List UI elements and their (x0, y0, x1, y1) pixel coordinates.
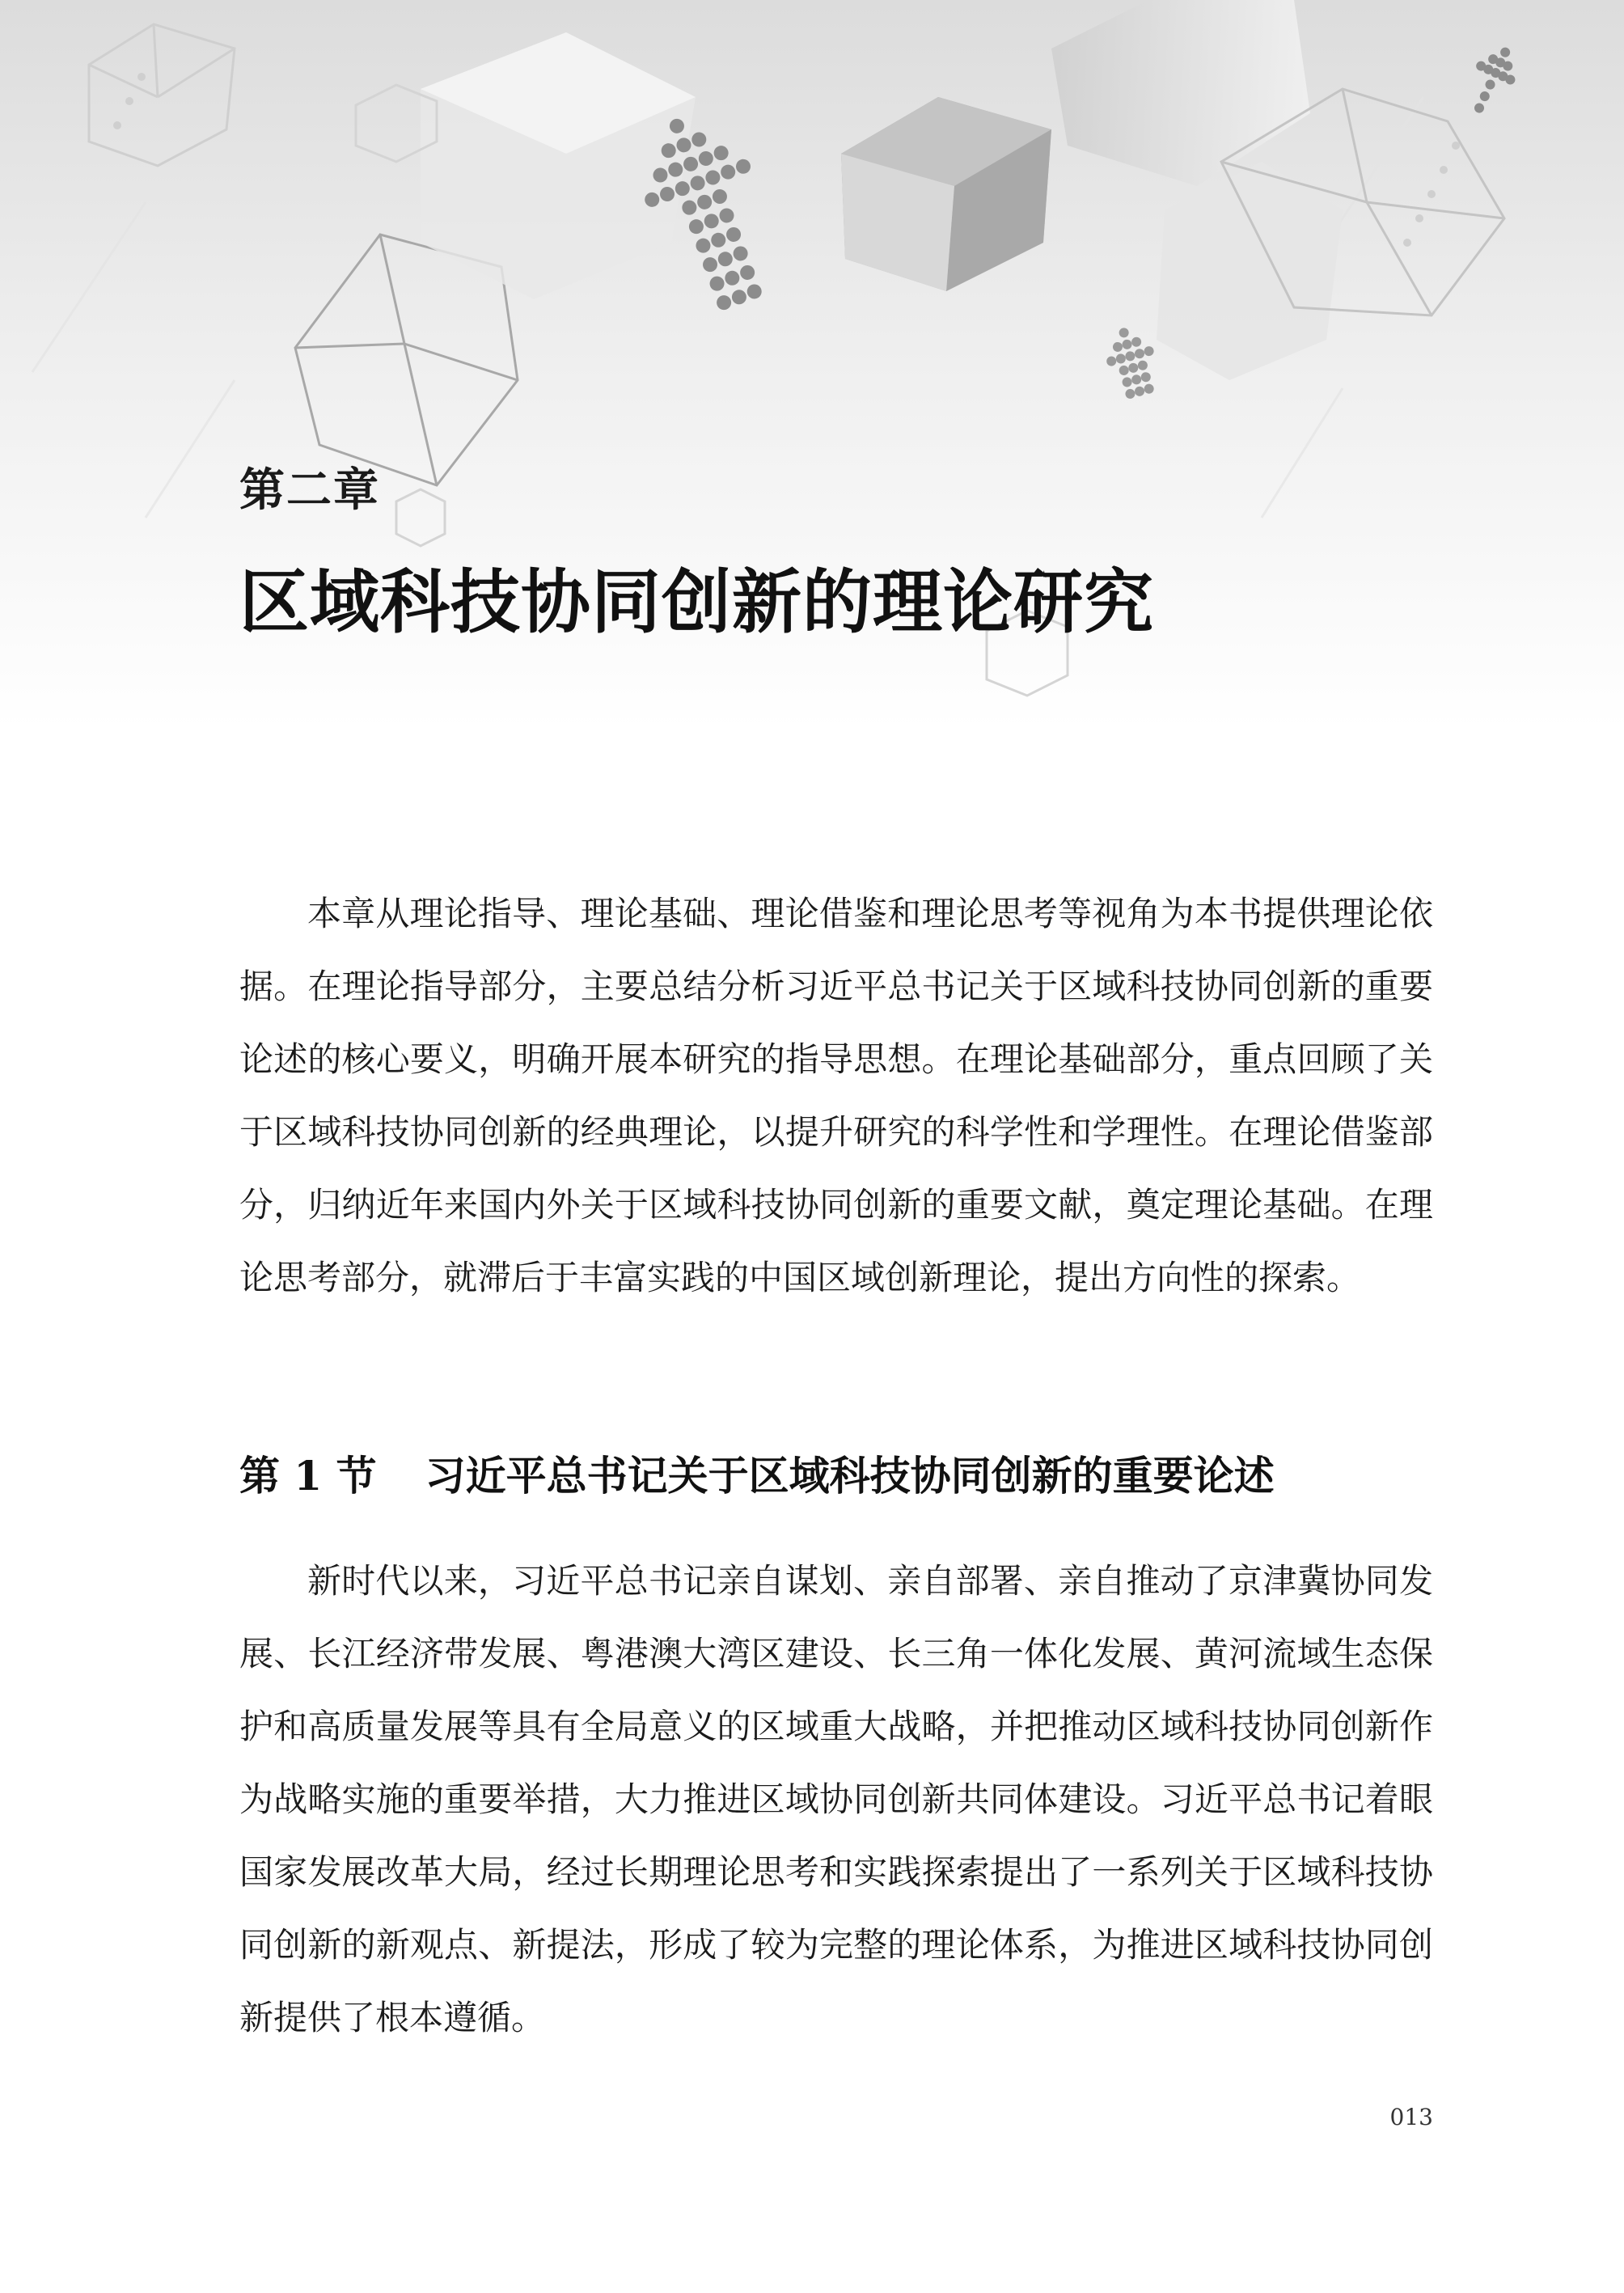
chapter-label: 第二章 (239, 463, 380, 517)
page-number: 013 (1389, 2104, 1433, 2130)
chapter-title: 区域科技协同创新的理论研究 (239, 561, 1154, 643)
section-number: 第 1 节 (239, 1452, 377, 1500)
section-title: 习近平总书记关于区域科技协同创新的重要论述 (425, 1452, 1275, 1500)
section-heading (239, 1448, 1275, 1504)
intro-paragraph: 本章从理论指导、理论基础、理论借鉴和理论思考等视角为本书提供理论依据。在理论指导部分，主要总结分析习近平总书记关于区域科技协同创新的重要论述的核心要义，明确开展本研究的指导思想。在理论基础部分，重点回顾了关于区域科技协同创新的经典理论，以提升研究的科学性和学理性。在理论借鉴部分，归纳近年来国内外关于区域科技协同创新的重要文献，奠定理论基础。在理论思考部分，就滞后于丰富实践的中国区域创新理论，提出方向性的探索。 (239, 894, 1433, 1297)
section-paragraph: 新时代以来，习近平总书记亲自谋划、亲自部署、亲自推动了京津冀协同发展、长江经济带发展、粤港澳大湾区建设、长三角一体化发展、黄河流域生态保护和高质量发展等具有全局意义的区域重大战略，并把推动区域科技协同创新作为战略实施的重要举措，大力推进区域协同创新共同体建设。习近平总书记着眼国家发展改革大局，经过长期理论思考和实践探索提出了一系列关于区域科技协同创新的新观点、新提法，形成了较为完整的理论体系，为推进区域科技协同创新提供了根本遵循。 (239, 1561, 1433, 2037)
